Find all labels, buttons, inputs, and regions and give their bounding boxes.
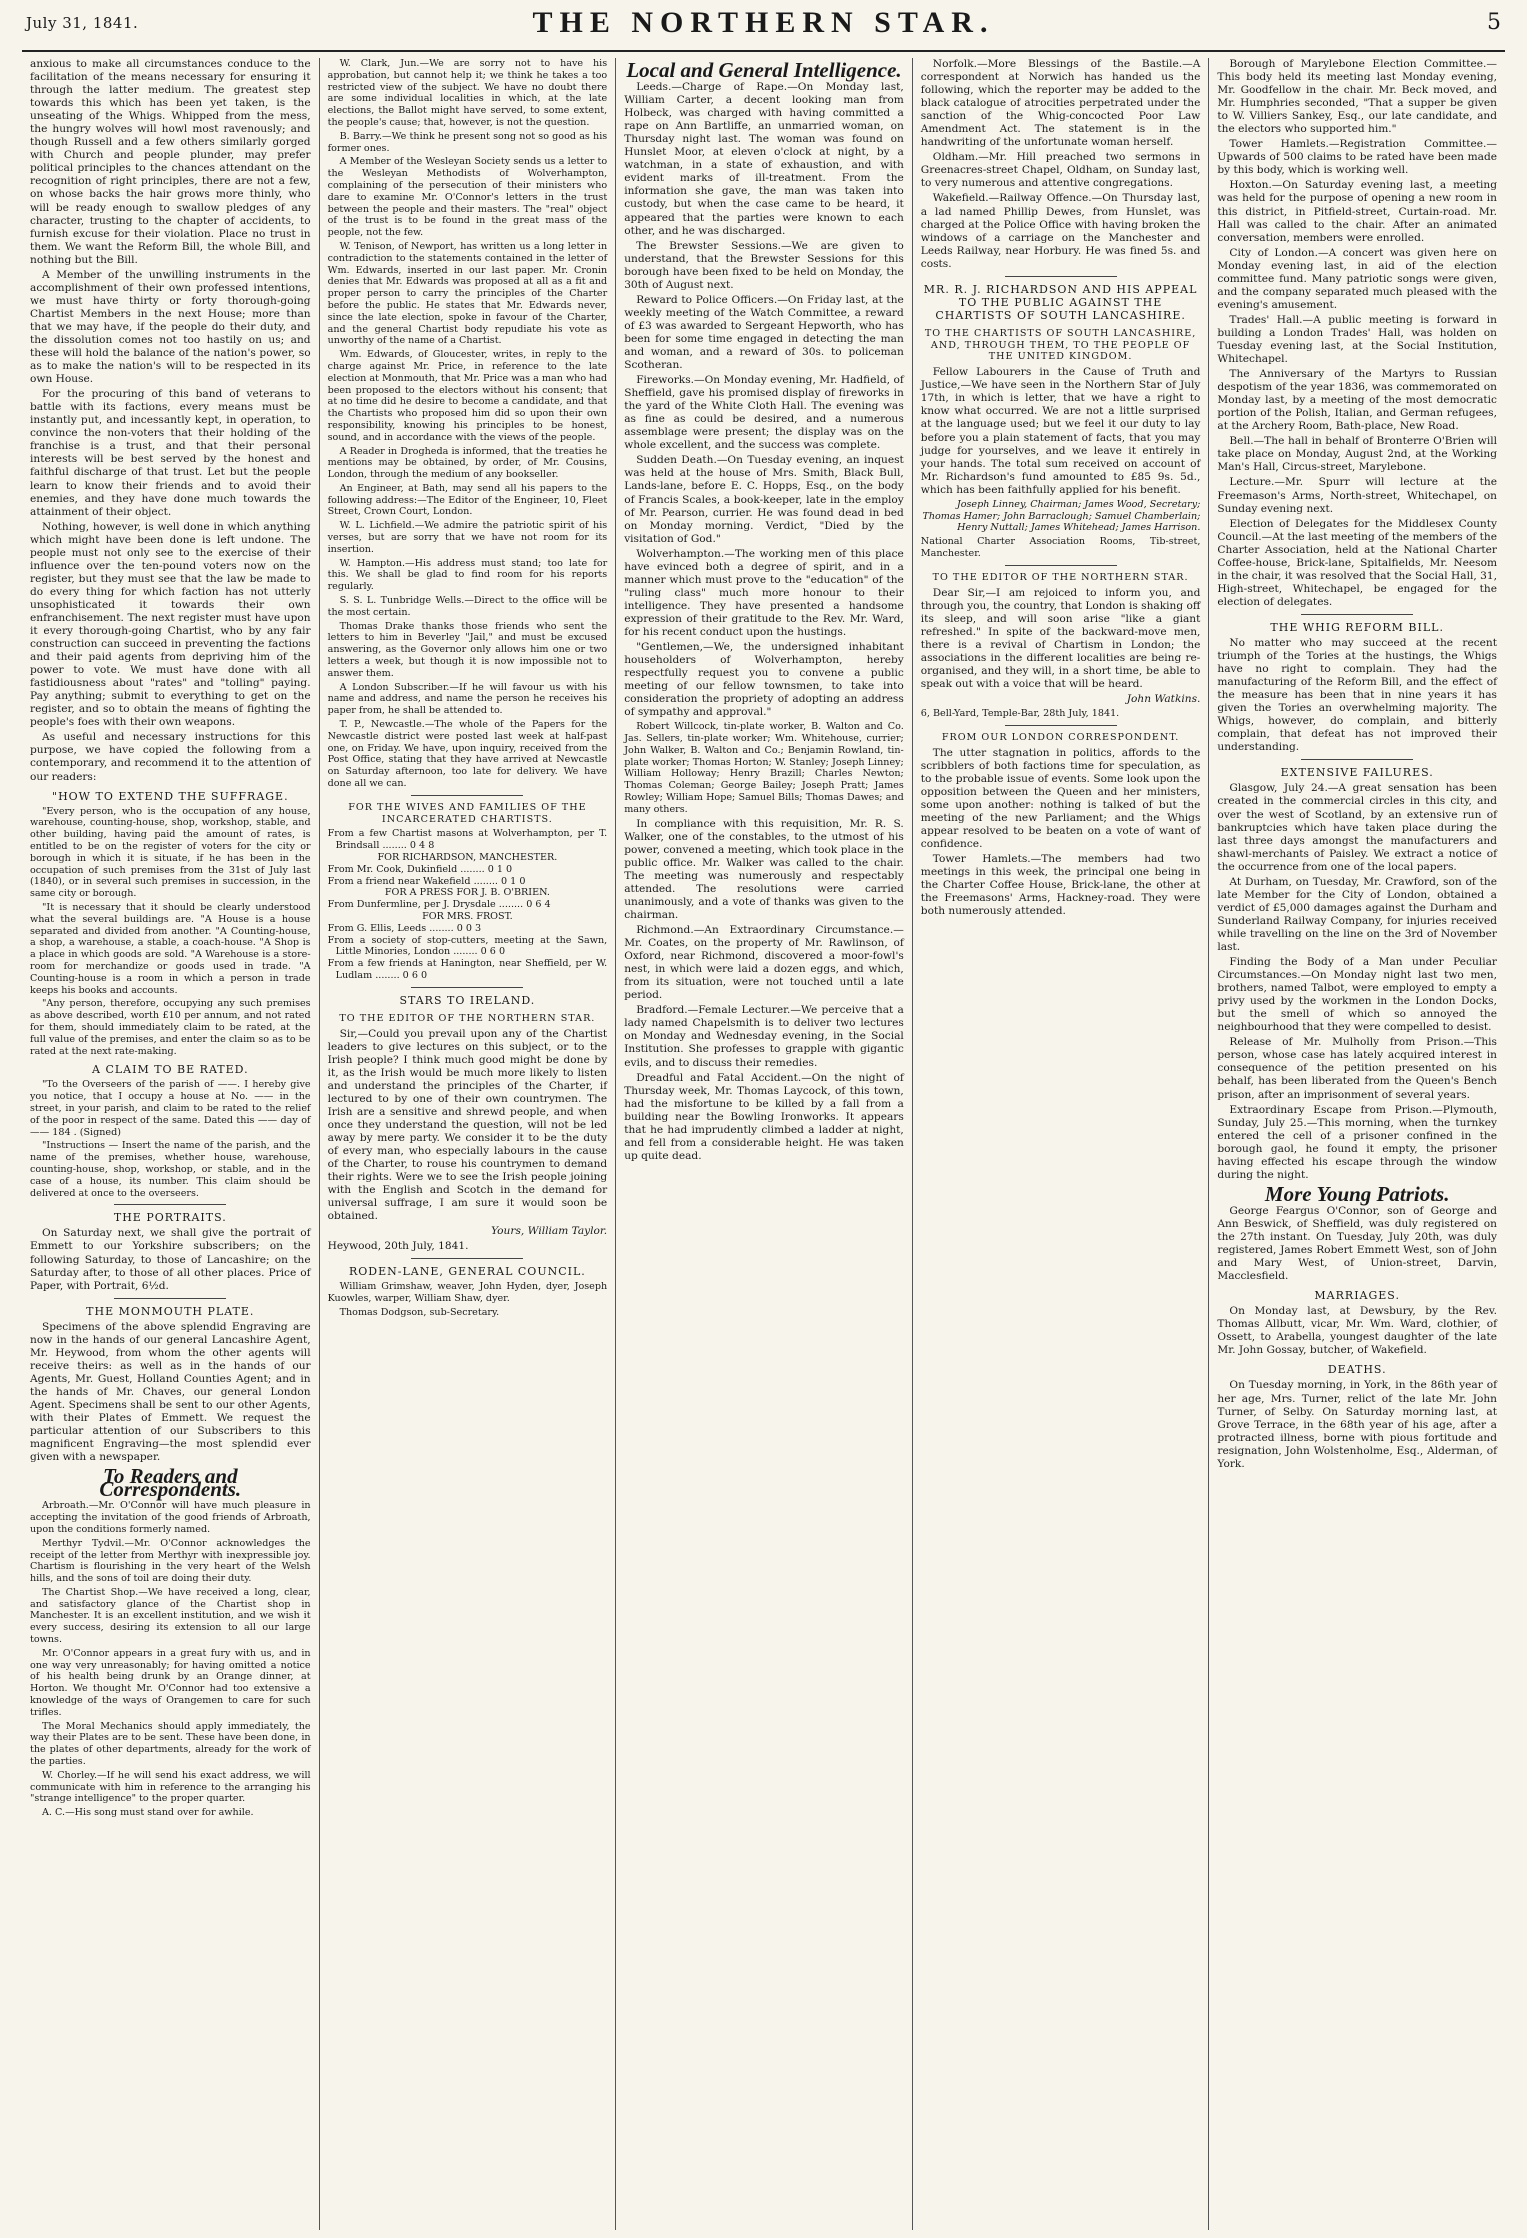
monmouth-heading: THE MONMOUTH PLATE.	[86, 1304, 255, 1318]
editorial-paragraph: Nothing, however, is well done in which anything which might have been done is left undone. The people must not only see to the exercise of their influence over the ten-pound voters now on the register, but they must see that the law be made to do every thing for which faction has not utterly unsophisticated it towards their own enfranchisement. The next register must have upon it every thorough-going Chartist, who by any fair construction can succeed in preventing the factions and their paid agents from depriving him of the power to vote. We must have done with all fastidiousness about "rates" and "tolling" paying. Pay anything; submit to everything to get on the register, and so to obtain the means of fighting the people's foes with their own weapons.	[30, 520, 311, 729]
divider	[114, 1298, 226, 1299]
correspondent-notice: The Chartist Shop.—We have received a long, clear, and satisfactory glance of the Chartist shop in Manchester. It is an excellent institution, and we wish it every success, desiring its extension to all our large towns.	[30, 1586, 311, 1646]
editor-letter-heading: TO THE EDITOR OF THE NORTHERN STAR.	[932, 571, 1189, 583]
richardson-signatories: Joseph Linney, Chairman; James Wood, Secretary; Thomas Hamer; John Barraclough; Samuel Chamberlain; Henry Nuttall; James Whitehead; James Harrison.	[922, 498, 1201, 534]
column-4	[912, 58, 1209, 2230]
whig-bill-text: No matter who may succeed at the recent triumph of the Tories at the hustings, the Whigs have no right to complain. They had the manufacturing of the Reform Bill, and the effect of the measure has been that in nine years it has given the Tories an overwhelming majority. The Whigs, however, do complain, and bitterly complain, that defeat has not improved their understanding.	[1217, 636, 1497, 754]
news-item: Election of Delegates for the Middlesex County Council.—At the last meeting of the members of the Charter Association, held at the National Charter Coffee-house, Brick-lane, Spitalfields, Mr. Neesom in the chair, it was resolved that the Social Hall, 31, High-street, Whitechapel, be engaged for the election of delegates.	[1217, 517, 1497, 608]
editorial-paragraph: A Member of the unwilling instruments in the accomplishment of their own professed intentions, we must have thirty or forty thorough-going Chartist Members in the next House; more than that we may have, if the people do their duty, and the dissolution comes not too hastily on us; and these will hold the balance of the nation's power, so as to make the nation's will to be respected in its own House.	[30, 268, 311, 386]
correspondent-notice: B. Barry.—We think he present song not so good as his former ones.	[327, 130, 608, 154]
news-item: Reward to Police Officers.—On Friday last, at the weekly meeting of the Watch Committee, a reward of £3 was awarded to Sergeant Hepworth, who has been for some time engaged in detecting the man and woman, and a reward of 30s. to policeman Scotheran.	[624, 293, 904, 372]
marriages-text: On Monday last, at Dewsbury, by the Rev. Thomas Allbutt, vicar, Mr. Wm. Ward, clothier, of Ossett, to Arabella, youngest daughter of the late Mr. John Gossay, butcher, of Wakefield.	[1217, 1305, 1497, 1357]
young-patriots-heading: More Young Patriots.	[1264, 1181, 1450, 1206]
readers-heading: To Readers and Correspondents.	[99, 1464, 242, 1502]
subscription-subheading: FOR MRS. FROST.	[422, 910, 513, 922]
news-item: Trades' Hall.—A public meeting is forward in building a London Trades' Hall, was holden on Tuesday evening last, at the Social Institution, Whitechapel.	[1217, 313, 1497, 366]
correspondent-notice: Wm. Edwards, of Gloucester, writes, in reply to the charge against Mr. Price, in reference to the late election at Monmouth, that Mr. Price was a man who had been proposed to the electors without his consent; that at no time did he desire to become a candidate, and that the Chartists who proposed him did so upon their own responsibility, knowing his principles to be honest, sound, and in accordance with the views of the people.	[327, 349, 608, 443]
news-item: Hoxton.—On Saturday evening last, a meeting was held for the purpose of opening a new room in this district, in Pitfield-street, Curtain-road. Mr. Hall was called to the chair. After an animated conversation, members were enrolled.	[1217, 179, 1497, 244]
news-item: Release of Mr. Mulholly from Prison.—This person, whose case has lately acquired interest in consequence of the petition presented on his behalf, has been liberated from the Queen's Bench prison, after an imprisonment of several years.	[1217, 1036, 1497, 1101]
subscription-entry: From G. Ellis, Leeds ........ 0 0 3	[327, 922, 482, 934]
deaths-text: On Tuesday morning, in York, in the 86th year of her age, Mrs. Turner, relict of the late Mr. John Turner, of Selby. On Saturday morning last, at Grove Terrace, in the 68th year of his age, after a protracted illness, borne with pious fortitude and resignation, John Wolstenholme, Esq., Alderman, of York.	[1217, 1379, 1497, 1470]
correspondent-notice: Merthyr Tydvil.—Mr. O'Connor acknowledges the receipt of the letter from Merthyr with inexpressible joy. Chartism is flourishing in the very heart of the Welsh hills, and the sons of toil are doing their duty.	[30, 1537, 311, 1585]
council-members: William Grimshaw, weaver, John Hyden, dyer, Joseph Kuowles, warper, William Shaw, dyer.	[327, 1281, 608, 1305]
deaths-heading: DEATHS.	[1327, 1363, 1387, 1377]
news-item: "Gentlemen,—We, the undersigned inhabitant householders of Wolverhampton, hereby respectfully request you to convene a public meeting of our fellow townsmen, to take into consideration the propriety of adopting an address of sympathy and approval."	[624, 641, 904, 719]
news-item: Bradford.—Female Lecturer.—We perceive that a lady named Chapelsmith is to deliver two lectures on Monday and Wednesday evening, in the Social Institution. She professes to grapple with gigantic evils, and to discuss their remedies.	[624, 1004, 904, 1069]
council-secretary: Thomas Dodgson, sub-Secretary.	[339, 1307, 500, 1319]
divider	[411, 987, 523, 988]
newspaper-title: THE NORTHERN STAR.	[532, 6, 995, 39]
association-address: National Charter Association Rooms, Tib-street, Manchester.	[920, 536, 1201, 559]
news-item: Dreadful and Fatal Accident.—On the night of Thursday week, Mr. Thomas Laycock, of this town, had the misfortune to be killed by a fall from a building near the Bowling Ironworks. It appears that he had imprudently climbed a ladder at night, and fell from a considerable height. He was taken up quite dead.	[624, 1071, 904, 1162]
correspondent-notice: T. P., Newcastle.—The whole of the Papers for the Newcastle district were posted last week at half-past one, on Friday. We have, upon inquiry, received from the Post Office, stating that they have arrived at Newcastle on Saturday afternoon, too late for delivery. We have done all we can.	[327, 719, 608, 790]
subscription-entry: From a few friends at Hanington, near Sheffield, per W. Ludlam ........ 0 6 0	[327, 958, 608, 981]
news-item: Norfolk.—More Blessings of the Bastile.—A correspondent at Norwich has handed us the following, which the reporter may be added to the black catalogue of atrocities perpetrated under the sanction of the Whig-concocted Poor Law Amendment Act. The statement is in the handwriting of the unfortunate woman herself.	[920, 58, 1201, 149]
claim-text: "To the Overseers of the parish of ——. I hereby give you notice, that I occupy a house at No. —— in the street, in your parish, and claim to be rated to the relief of the poor in respect of the same. Dated this —— day of —— 184 . (Signed)	[30, 1079, 311, 1138]
news-item: Leeds.—Charge of Rape.—On Monday last, William Carter, a decent looking man from Holbeck, was charged with having committed a rape on Ann Bartliffe, an unmarried woman, on Thursday night last. The woman was found on Hunslet Moor, at eleven o'clock at night, by a watchman, in a state of exhaustion, and with evident marks of ill-treatment. From the information she gave, the man was taken into custody, but when the case came to be heard, it appeared that the parties were known to each other, and he was discharged.	[624, 81, 904, 237]
divider	[1005, 565, 1117, 566]
richardson-letter: Fellow Labourers in the Cause of Truth and Justice,—We have seen in the Northern Star of July 17th, in which is letter, that we have a right to know what occurred. We are not a little surprised at the language used; but we feel it our duty to lay before you a plain statement of facts, that you may judge for yourselves, and we leave it entirely in your hands. The total sum received on account of Mr. Richardson's fund amounted to £85 9s. 5d., which has been faithfully applied for his benefit.	[920, 366, 1201, 496]
whig-bill-heading: THE WHIG REFORM BILL.	[1270, 620, 1444, 634]
monmouth-text: Specimens of the above splendid Engraving are now in the hands of our general Lancashire Agent, Mr. Heywood, from whom the other agents will receive theirs: as well as in the hands of our Agents, Mr. Guest, Holland Counties Agent; and in the hands of Mr. Chaves, our general London Agent. Specimens shall be sent to our other Agents, with their Plates of Emmett. We request the particular attention of our Subscribers to this magnificent Engraving—the most splendid ever given with a newspaper.	[30, 1320, 311, 1464]
news-item: In compliance with this requisition, Mr. R. S. Walker, one of the constables, to the utmost of his power, convened a meeting, which took place in the public office. Mr. Walker was called to the chair. The meeting was numerously and respectably attended. The resolutions were carried unanimously, and a vote of thanks was given to the chairman.	[624, 817, 904, 921]
divider	[1005, 725, 1117, 726]
ireland-subheading: TO THE EDITOR OF THE NORTHERN STAR.	[339, 1012, 596, 1024]
correspondent-notice: W. L. Lichfield.—We admire the patriotic spirit of his verses, but are sorry that we have not room for its insertion.	[327, 520, 608, 555]
portraits-text: On Saturday next, we shall give the portrait of Emmett to our Yorkshire subscribers; on the following Saturday, to those of Lancashire; on the Saturday after, to those of all other places. Price of Paper, with Portrait, 6½d.	[30, 1227, 311, 1292]
news-item: Finding the Body of a Man under Peculiar Circumstances.—On Monday night last two men, brothers, named Talbot, were employed to empty a privy used by the workmen in the London Docks, but the smell of which so annoyed the neighbourhood that they were compelled to desist.	[1217, 956, 1497, 1034]
subscription-entry: From Dunfermline, per J. Drysdale ........ 0 6 4	[327, 899, 551, 911]
correspondent-notice: Mr. O'Connor appears in a great fury with us, and in one way very unreasonably; for having omitted a notice of his health being drunk by an Orange dinner, at Horton. We thought Mr. O'Connor had too extensive a knowledge of the ways of Orangemen to care for such trifles.	[30, 1647, 311, 1718]
local-intelligence-heading: Local and General Intelligence.	[626, 58, 902, 82]
correspondent-notice: Thomas Drake thanks those friends who sent the letters to him in Beverley "Jail," and must be excused answering, as the Governor only allows him one or two letters a week, but though it is now impossible not to answer them.	[327, 620, 608, 679]
suffrage-text: "Every person, who is the occupation of any house, warehouse, counting-house, shop, workshop, stable, and other building, having paid the amount of rates, is entitled to be on the register of voters for the city or borough in which it is situate, if he has been in the occupation of such premises from the 31st of July last (1840), or in several such premises in succession, in the same city or borough.	[30, 805, 311, 900]
news-item: Sudden Death.—On Tuesday evening, an inquest was held at the house of Mrs. Smith, Black Bull, Lands-lane, before E. C. Hopps, Esq., on the body of Francis Scales, a book-keeper, late in the employ of Mr. Pearson, currier. He was found dead in bed on Monday morning. Verdict, "Died by the visitation of God."	[624, 454, 904, 545]
correspondent-notice: A. C.—His song must stand over for awhile.	[42, 1807, 254, 1819]
editorial-intro: anxious to make all circumstances conduce to the facilitation of the means necessary for ensuring it through the latter medium. The greatest step towards this which has been yet taken, is the unseating of the Whigs. Whipped from the mess, the hungry wolves will howl most ravenously; and though Russell and a few others similarly gorged with Church and people plunder, may prefer political principles to the chances attendant on the recognition of right principles, there are not a few, on whose backs the hair grows more thinly, who will be ready enough to swallow pledges of any character, trusting to the chapter of accidents, to furnish excuse for their violation. Place no trust in them. We want the Reform Bill, the whole Bill, and nothing but the Bill.	[30, 58, 311, 266]
correspondent-notice: A London Subscriber.—If he will favour us with his name and address, and name the person he receives his paper from, he shall be attended to.	[327, 681, 608, 717]
subscription-entry: From a few Chartist masons at Wolverhampton, per T. Brindsall ........ 0 4 8	[327, 828, 608, 852]
london-correspondent-heading: FROM OUR LONDON CORRESPONDENT.	[941, 731, 1180, 743]
divider	[1301, 614, 1413, 615]
suffrage-heading: "HOW TO EXTEND THE SUFFRAGE.	[52, 789, 289, 803]
editor-letter-address: 6, Bell-Yard, Temple-Bar, 28th July, 1841.	[920, 707, 1120, 719]
correspondent-notice: W. Chorley.—If he will send his exact address, we will communicate with him in reference to the arranging his "strange intelligence" to the proper quarter.	[30, 1769, 311, 1805]
news-item: The Anniversary of the Martyrs to Russian despotism of the year 1836, was commemorated on Monday last, by a meeting of the most democratic portion of the Polish, Italian, and German refugees, at the Archery Room, Bath-place, New Road.	[1217, 368, 1497, 433]
news-item: City of London.—A concert was given here on Monday evening last, in aid of the election committee fund. Many patriotic songs were given, and the company separated much pleased with the evening's amusement.	[1217, 246, 1497, 311]
editor-letter-signature: John Watkins.	[1126, 692, 1201, 705]
failures-text: Glasgow, July 24.—A great sensation has been created in the commercial circles in this city, and over the west of Scotland, by an extensive run of bankruptcies which have taken place during the last three days amongst the manufacturers and shawl-merchants of Paisley. We extract a notice of the occurrence from one of the local papers.	[1217, 782, 1497, 873]
news-item: Oldham.—Mr. Hill preached two sermons in Greenacres-street Chapel, Oldham, on Sunday last, to very numerous and attentive congregations.	[920, 151, 1201, 190]
news-item: Tower Hamlets.—Registration Committee.—Upwards of 500 claims to be rated have been made by this body, which is working well.	[1217, 138, 1497, 177]
editorial-paragraph: For the procuring of this band of veterans to battle with its factions, every means must be instantly put, and incessantly kept, in operation, to convince the non-voters that their holding of the franchise is a trust, and that their personal interests will be best served by the honest and faithful discharge of that trust. Let but the people learn to know their friends and to avoid their enemies, and they have done much towards the attainment of their object.	[30, 388, 311, 518]
text-columns	[22, 58, 1505, 2230]
news-item: Lecture.—Mr. Spurr will lecture at the Freemason's Arms, North-street, Whitechapel, on Sunday evening next.	[1217, 476, 1497, 515]
divider	[1005, 276, 1117, 277]
editorial-paragraph: As useful and necessary instructions for this purpose, we have copied the following from a contemporary, and recommend it to the attention of our readers:	[30, 731, 311, 783]
divider	[1301, 759, 1413, 760]
news-item: Bell.—The hall in behalf of Bronterre O'Brien will take place on Monday, August 2nd, at the Working Man's Hall, Circus-street, Marylebone.	[1217, 435, 1497, 474]
young-patriots-text: George Feargus O'Connor, son of George and Ann Beswick, of Sheffield, was duly registered on the 27th instant. On Tuesday, July 20th, was duly registered, James Robert Emmett West, son of John and Mary West, of Union-street, Darvin, Macclesfield.	[1217, 1204, 1497, 1283]
news-item: Tower Hamlets.—The members had two meetings in this week, the principal one being in the Charter Coffee House, Brick-lane, the other at the Freemasons' Arms, Hackney-road. They were both numerously attended.	[920, 852, 1201, 918]
subscription-subheading: FOR RICHARDSON, MANCHESTER.	[377, 852, 558, 863]
correspondent-notice: A Member of the Wesleyan Society sends us a letter to the Wesleyan Methodists of Wolverhampton, complaining of the persecution of their ministers who dare to examine Mr. O'Connor's letters in the trust between the people and their masters. The "real" object of the trust is to be found in the great mass of the people, not the few.	[327, 156, 608, 239]
correspondent-notice: S. S. L. Tunbridge Wells.—Direct to the office will be the most certain.	[327, 595, 608, 618]
news-item: Extraordinary Escape from Prison.—Plymouth, Sunday, July 25.—This morning, when the turnkey entered the cell of a prisoner confined in the borough gaol, he found it empty, the prisoner having effected his escape through the window during the night.	[1217, 1103, 1497, 1181]
news-item: The Brewster Sessions.—We are given to understand, that the Brewster Sessions for this borough have been fixed to be held on Monday, the 30th of August next.	[624, 239, 904, 291]
news-item: At Durham, on Tuesday, Mr. Crawford, son of the late Member for the City of London, obtained a verdict of £5,000 damages against the Durham and Sunderland Railway Company, for injuries received while travelling on the line on the 3rd of November last.	[1217, 875, 1497, 953]
failures-heading: EXTENSIVE FAILURES.	[1280, 766, 1434, 780]
editor-letter: Dear Sir,—I am rejoiced to inform you, and through you, the country, that London is shaking off its sleep, and will soon arise "like a giant refreshed." In spite of the backward-move men, there is a revival of Chartism in London; the associations in the different localities are being re-organised, and they will, in a short time, be able to speak out with a voice that will be heard.	[920, 586, 1201, 690]
divider	[411, 795, 523, 796]
masthead	[22, 0, 1505, 52]
correspondent-notice: The Moral Mechanics should apply immediately, the way their Plates are to be sent. These have been done, in the plates of other departments, already for the work of the parties.	[30, 1720, 311, 1768]
correspondent-notice: Arbroath.—Mr. O'Connor will have much pleasure in accepting the invitation of the good friends of Arbroath, upon the conditions formerly named.	[30, 1500, 311, 1535]
marriages-heading: MARRIAGES.	[1314, 1289, 1400, 1303]
richardson-subheading: TO THE CHARTISTS OF SOUTH LANCASHIRE, AND, THROUGH THEM, TO THE PEOPLE OF THE UNITED KINGDOM.	[924, 327, 1197, 363]
requisition-names: Robert Willcock, tin-plate worker, B. Walton and Co. Jas. Sellers, tin-plate worker; Wm. Whitehouse, currier; John Walker, B. Walton and Co.; Benjamin Rowland, tin-plate worker; Thomas Horton; W. Stanley; Joseph Linney; William Holloway; Henry Brazill; Charles Newton; Thomas Coleman; George Bailey; Joseph Pratt; James Rowley; William Hope; Samuel Bills; Thomas Dawes; and many others.	[624, 721, 904, 815]
suffrage-tenants: "Any person, therefore, occupying any such premises as above described, worth £10 per annum, and not rated for them, should immediately claim to be rated, at the full value of the premises, and enter the claim so as to be rated at the next rate-making.	[30, 998, 311, 1057]
ireland-letter: Sir,—Could you prevail upon any of the Chartist leaders to give lectures on this subject, or to the Irish people? I think much good might be done by it, as the Irish would be much more likely to listen and understand the principles of the Charter, if lectured to by one of their own countrymen. The Irish are a sensitive and shrewd people, and when once they understand the question, will not be led away by mere party. We consider it to be the duty of every man, who especially labours in the cause of the Charter, to rouse his countrymen to demand their rights. Were we to see the Irish people joining with the English and Scotch in the demand for universal suffrage, I am sure it would soon be obtained.	[327, 1027, 608, 1223]
correspondent-notice: An Engineer, at Bath, may send all his papers to the following address:—The Editor of the Engineer, 10, Fleet Street, Crown Court, London.	[327, 482, 608, 518]
news-item: Wakefield.—Railway Offence.—On Thursday last, a lad named Phillip Dewes, from Hunslet, was charged at the Police Office with having broken the windows of a carriage on the Manchester and Leeds Railway, near Horbury. He was fined 5s. and costs.	[920, 192, 1201, 270]
divider	[411, 1258, 523, 1259]
suffrage-definitions: "It is necessary that it should be clearly understood what the several buildings are. "A House is a house separated and divided from another. "A Counting-house, a shop, a warehouse, a stable, a coach-house. "A Shop is a place in which goods are sold. "A Warehouse is a store-room for merchandize or goods used in trade. "A Counting-house is a room in which a person in trade keeps his books and accounts.	[30, 902, 311, 996]
news-item: Fireworks.—On Monday evening, Mr. Hadfield, of Sheffield, gave his promised display of fireworks in the yard of the White Cloth Hall. The evening was as fine as could be desired, and a numerous assemblage were present; the display was on the whole excellent, and the success was complete.	[624, 374, 904, 452]
news-item: Wolverhampton.—The working men of this place have evinced both a degree of spirit, and in a manner which must prove to the "education" of the "ruling class" much more honour to their intelligence. They have presented a handsome expression of their gratitude to the Rev. Mr. Ward, for his recent conduct upon the hustings.	[624, 547, 904, 638]
ireland-signature: Yours, William Taylor.	[491, 1225, 608, 1238]
portraits-heading: THE PORTRAITS.	[113, 1211, 227, 1225]
column-3	[615, 58, 912, 2230]
fund-heading: FOR THE WIVES AND FAMILIES OF THE INCARCERATED CHARTISTS.	[348, 801, 587, 825]
news-item: Borough of Marylebone Election Committee.—This body held its meeting last Monday evening, Mr. Goodfellow in the chair. Mr. Beck moved, and Mr. Humphries seconded, "That a supper be given to W. Villiers Sankey, Esq., our late candidate, and the electors who supported him."	[1217, 58, 1497, 136]
claim-heading: A CLAIM TO BE RATED.	[92, 1063, 249, 1077]
subscription-list	[328, 828, 608, 981]
column-1	[22, 58, 319, 2230]
ireland-address: Heywood, 20th July, 1841.	[327, 1240, 469, 1253]
richardson-heading: MR. R. J. RICHARDSON AND HIS APPEAL TO THE PUBLIC AGAINST THE CHARTISTS OF SOUTH LANCASHIRE.	[923, 282, 1198, 322]
london-correspondent-text: The utter stagnation in politics, affords to the scribblers of both factions time for speculation, as to the probable issue of events. Some look upon the opposition between the Queen and her ministers, some upon another: nothing is talked of but the meeting of the new Parliament; and the Whigs appear resolved to be beaten on a vote of want of confidence.	[920, 746, 1201, 850]
council-heading: RODEN-LANE, GENERAL COUNCIL.	[349, 1265, 586, 1279]
news-item: Richmond.—An Extraordinary Circumstance.—Mr. Coates, on the property of Mr. Rawlinson, of Oxford, near Richmond, discovered a moor-fowl's nest, in which were laid a dozen eggs, and which, from its situation, were not touched until a late period.	[624, 924, 904, 1002]
column-2	[319, 58, 616, 2230]
issue-date: July 31, 1841.	[26, 14, 139, 32]
subscription-entry: From a friend near Wakefield ........ 0 1 0	[327, 875, 526, 887]
subscription-entry: From a society of stop-cutters, meeting at the Sawn, Little Minories, London ........ 0 6 0	[327, 934, 608, 958]
claim-instructions: "Instructions — Insert the name of the parish, and the name of the premises, whether house, warehouse, counting-house, shop, workshop, or stable, and in the case of a house, its number. This claim should be delivered at once to the overseers.	[30, 1140, 311, 1199]
correspondent-notice: A Reader in Drogheda is informed, that the treaties he mentions may be obtained, by order, of Mr. Cousins, London, through the medium of any bookseller.	[327, 445, 608, 481]
subscription-subheading: FOR A PRESS FOR J. B. O'BRIEN.	[384, 887, 550, 899]
correspondent-notice: W. Tenison, of Newport, has written us a long letter in contradiction to the statements contained in the letter of Wm. Edwards, inserted in our last paper. Mr. Cronin denies that Mr. Edwards was proposed at all as a fit and proper person to carry the principles of the Charter before the public. He states that Mr. Edwards never, since the late election, spoke in favour of the Charter, and the general Chartist body repudiate his vote as unworthy of the name of a Chartist.	[327, 240, 608, 347]
correspondent-notice: W. Clark, Jun.—We are sorry not to have his approbation, but cannot help it; we think he takes a too restricted view of the subject. We have no doubt there are some individual localities in which, at the late elections, the Ballot might have served, to some extent, the people's cause; that, however, is not the question.	[327, 58, 608, 128]
column-5	[1208, 58, 1505, 2230]
page-number: 5	[1487, 10, 1501, 35]
divider	[114, 1204, 226, 1205]
ireland-heading: STARS TO IRELAND.	[399, 993, 536, 1007]
correspondent-notice: W. Hampton.—His address must stand; too late for this. We shall be glad to find room for his reports regularly.	[327, 557, 608, 593]
subscription-entry: From Mr. Cook, Dukinfield ........ 0 1 0	[327, 863, 513, 875]
